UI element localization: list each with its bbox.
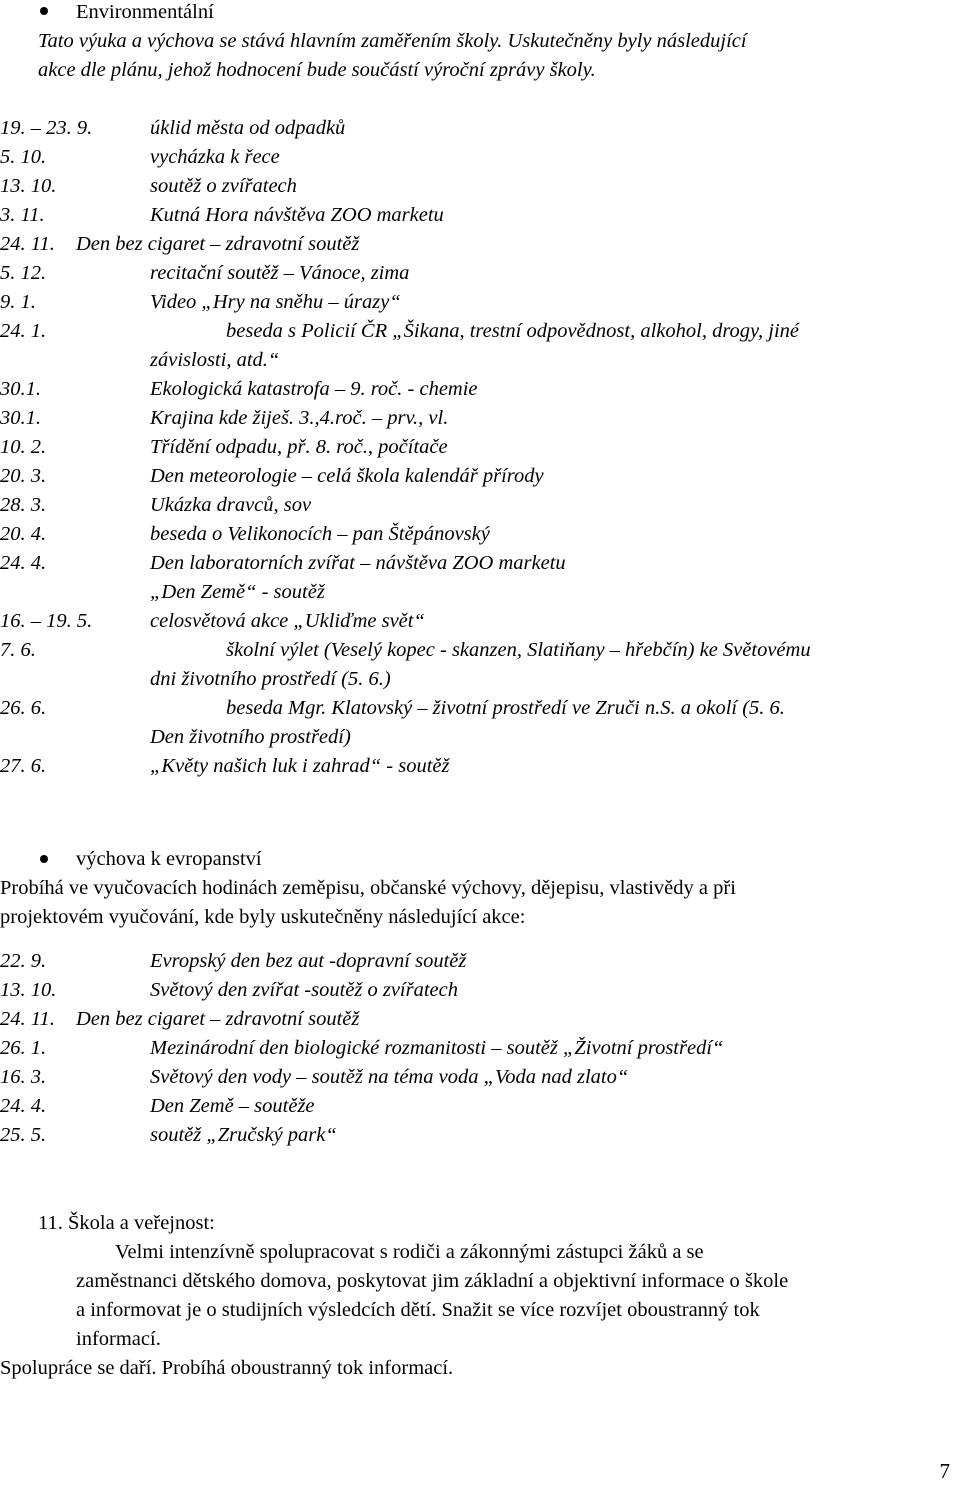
european-intro-line-1: Probíhá ve vyučovacích hodinách zeměpisu, občanské výchovy, dějepisu, vlastivědy a při bbox=[0, 877, 736, 899]
eu-event-text: Světový den zvířat -soutěž o zvířatech bbox=[150, 979, 458, 1001]
eu-event-date: 24. 11. bbox=[0, 1008, 55, 1030]
env-event-date: 26. 6. bbox=[0, 697, 47, 719]
eu-event-text: Světový den vody – soutěž na téma voda „Voda nad zlato“ bbox=[150, 1066, 629, 1088]
env-event-date: 24. 11. bbox=[0, 233, 55, 255]
env-event-text-continued: závislosti, atd.“ bbox=[150, 349, 280, 371]
school-public-paragraph-line-4: informací. bbox=[76, 1328, 161, 1350]
bullet-european bbox=[40, 855, 48, 863]
env-event-text: recitační soutěž – Vánoce, zima bbox=[150, 262, 410, 284]
eu-event-text: Evropský den bez aut -dopravní soutěž bbox=[150, 950, 467, 972]
env-event-text: „Květy našich luk i zahrad“ - soutěž bbox=[150, 755, 450, 777]
env-event-text: školní výlet (Veselý kopec - skanzen, Slatiňany – hřebčín) ke Světovému bbox=[226, 639, 811, 661]
env-event-date: 27. 6. bbox=[0, 755, 47, 777]
env-event-date: 24. 1. bbox=[0, 320, 47, 342]
env-event-date: 28. 3. bbox=[0, 494, 47, 516]
eu-event-date: 26. 1. bbox=[0, 1037, 47, 1059]
env-event-text: Ekologická katastrofa – 9. roč. - chemie bbox=[150, 378, 478, 400]
eu-event-date: 25. 5. bbox=[0, 1124, 47, 1146]
eu-event-date: 13. 10. bbox=[0, 979, 57, 1001]
school-public-paragraph-line-2: zaměstnanci dětského domova, poskytovat jim základní a objektivní informace o škole bbox=[76, 1270, 789, 1292]
env-event-text: vycházka k řece bbox=[150, 146, 280, 168]
bullet-environmental bbox=[40, 7, 48, 15]
env-event-text: Den laboratorních zvířat – návštěva ZOO marketu bbox=[150, 552, 566, 574]
env-event-date: 20. 3. bbox=[0, 465, 47, 487]
european-intro-line-2: projektovém vyučování, kde byly uskutečněny následující akce: bbox=[0, 906, 526, 928]
env-event-date: 5. 12. bbox=[0, 262, 47, 284]
environmental-intro-line-2: akce dle plánu, jehož hodnocení bude součástí výroční zprávy školy. bbox=[38, 59, 596, 81]
env-event-text-continued: dni životního prostředí (5. 6.) bbox=[150, 668, 391, 690]
env-event-text: soutěž o zvířatech bbox=[150, 175, 297, 197]
eu-event-text: Mezinárodní den biologické rozmanitosti – soutěž „Životní prostředí“ bbox=[150, 1037, 724, 1059]
env-event-date: 10. 2. bbox=[0, 436, 47, 458]
school-public-paragraph-line-3: a informovat je o studijních výsledcích dětí. Snažit se více rozvíjet oboustranný tok bbox=[76, 1299, 760, 1321]
section-heading-european: výchova k evropanství bbox=[76, 848, 262, 870]
environmental-intro-line-1: Tato výuka a výchova se stává hlavním zaměřením školy. Uskutečněny byly následující bbox=[38, 30, 747, 52]
env-event-date: 19. – 23. 9. bbox=[0, 117, 93, 139]
eu-event-text: soutěž „Zručský park“ bbox=[150, 1124, 337, 1146]
env-event-text: beseda o Velikonocích – pan Štěpánovský bbox=[150, 523, 490, 545]
section-heading-environmental: Environmentální bbox=[76, 1, 214, 23]
section-heading-school-public: 11. Škola a veřejnost: bbox=[38, 1212, 215, 1234]
env-event-text: beseda Mgr. Klatovský – životní prostředí ve Zruči n.S. a okolí (5. 6. bbox=[226, 697, 785, 719]
env-event-date: 7. 6. bbox=[0, 639, 36, 661]
env-event-text: Třídění odpadu, př. 8. roč., počítače bbox=[150, 436, 448, 458]
env-event-text: Kutná Hora návštěva ZOO marketu bbox=[150, 204, 444, 226]
env-event-date: 30.1. bbox=[0, 407, 41, 429]
env-event-date: 9. 1. bbox=[0, 291, 36, 313]
env-event-date: 13. 10. bbox=[0, 175, 57, 197]
env-event-date: 24. 4. bbox=[0, 552, 47, 574]
env-event-text: celosvětová akce „Ukliďme svět“ bbox=[150, 610, 425, 632]
env-event-text-continued: „Den Země“ - soutěž bbox=[150, 581, 325, 603]
page-number: 7 bbox=[939, 1459, 950, 1483]
school-public-summary: Spolupráce se daří. Probíhá oboustranný tok informací. bbox=[0, 1357, 454, 1379]
env-event-text: Krajina kde žiješ. 3.,4.roč. – prv., vl. bbox=[150, 407, 449, 429]
env-event-text-continued: Den životního prostředí) bbox=[150, 726, 351, 748]
env-event-text: Ukázka dravců, sov bbox=[150, 494, 312, 516]
env-event-text: Den bez cigaret – zdravotní soutěž bbox=[76, 233, 360, 255]
eu-event-date: 22. 9. bbox=[0, 950, 47, 972]
env-event-text: beseda s Policií ČR „Šikana, trestní odpovědnost, alkohol, drogy, jiné bbox=[226, 320, 799, 342]
env-event-date: 20. 4. bbox=[0, 523, 47, 545]
eu-event-date: 16. 3. bbox=[0, 1066, 47, 1088]
env-event-text: úklid města od odpadků bbox=[150, 117, 346, 139]
eu-event-text: Den Země – soutěže bbox=[150, 1095, 315, 1117]
env-event-date: 3. 11. bbox=[0, 204, 45, 226]
school-public-paragraph-line-1: Velmi intenzívně spolupracovat s rodiči a zákonnými zástupci žáků a se bbox=[115, 1241, 704, 1263]
env-event-text: Den meteorologie – celá škola kalendář přírody bbox=[150, 465, 544, 487]
eu-event-date: 24. 4. bbox=[0, 1095, 47, 1117]
env-event-date: 16. – 19. 5. bbox=[0, 610, 93, 632]
env-event-text: Video „Hry na sněhu – úrazy“ bbox=[150, 291, 401, 313]
eu-event-text: Den bez cigaret – zdravotní soutěž bbox=[76, 1008, 360, 1030]
env-event-date: 5. 10. bbox=[0, 146, 47, 168]
env-event-date: 30.1. bbox=[0, 378, 41, 400]
